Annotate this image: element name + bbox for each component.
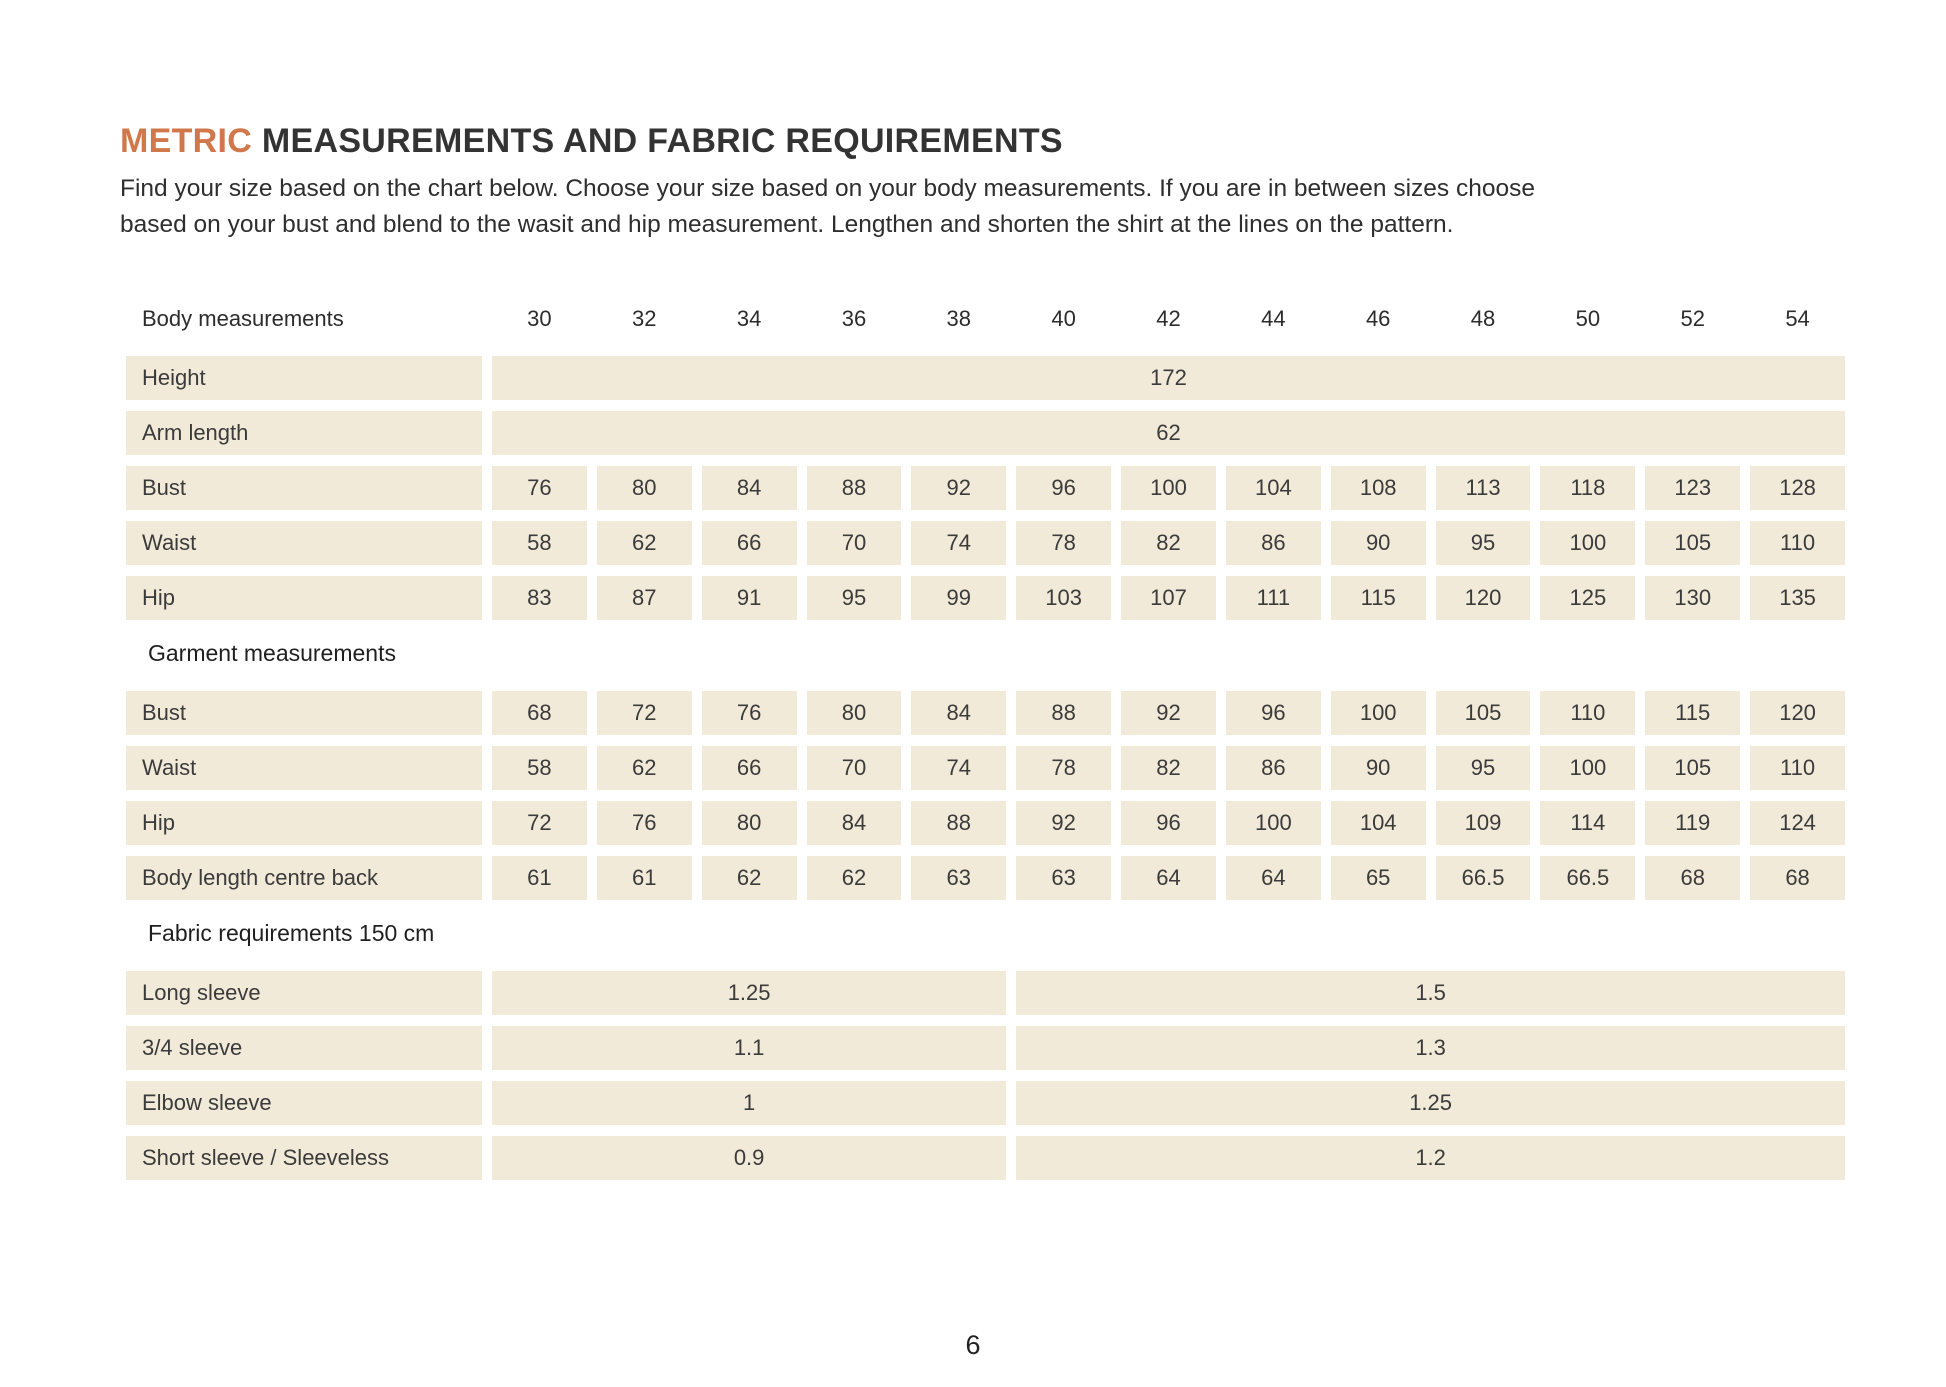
table-cell-merged: 1.3 <box>1016 1026 1845 1070</box>
page-title <box>120 122 1946 161</box>
table-cell: 92 <box>1016 801 1111 845</box>
table-cell: 80 <box>702 801 797 845</box>
table-cell: 65 <box>1331 856 1426 900</box>
table-cell: 70 <box>807 746 902 790</box>
size-column-header: 32 <box>632 306 657 331</box>
table-cell-merged: 1.2 <box>1016 1136 1845 1180</box>
table-cell: 90 <box>1331 746 1426 790</box>
table-cell-merged: 0.9 <box>492 1136 1006 1180</box>
table-cell: 62 <box>807 856 902 900</box>
table-cell: 76 <box>702 691 797 735</box>
row-label: Hip <box>126 801 482 845</box>
intro-paragraph <box>120 171 1946 243</box>
table-cell: 115 <box>1645 691 1740 735</box>
row-label: Bust <box>126 691 482 735</box>
table-cell: 66 <box>702 746 797 790</box>
size-column-header: 34 <box>736 306 762 331</box>
table-row-short-sleeve <box>126 1136 1845 1180</box>
table-cell: 105 <box>1436 691 1531 735</box>
table-cell: 64 <box>1226 856 1321 900</box>
table-cell: 66 <box>702 521 797 565</box>
page-number: 6 <box>965 1330 981 1360</box>
table-cell: 84 <box>911 691 1006 735</box>
table-cell: 100 <box>1331 691 1426 735</box>
table-cell: 95 <box>807 576 902 620</box>
table-cell-merged: 1.25 <box>492 971 1006 1015</box>
table-cell: 114 <box>1540 801 1635 845</box>
table-cell: 72 <box>492 801 587 845</box>
table-cell: 82 <box>1121 521 1216 565</box>
table-cell: 66.5 <box>1540 856 1635 900</box>
table-cell: 100 <box>1540 746 1635 790</box>
table-cell: 128 <box>1750 466 1845 510</box>
size-column-header: 44 <box>1261 306 1286 331</box>
row-label: Arm length <box>126 411 482 455</box>
size-column-header: 42 <box>1156 306 1181 331</box>
table-row-arm-length <box>126 411 1845 455</box>
table-row-elbow-sleeve <box>126 1081 1845 1125</box>
table-cell: 63 <box>911 856 1006 900</box>
table-cell: 88 <box>1016 691 1111 735</box>
table-cell: 82 <box>1121 746 1216 790</box>
table-cell: 105 <box>1645 746 1740 790</box>
row-label: Bust <box>126 466 482 510</box>
table-cell: 96 <box>1016 466 1111 510</box>
page-title-rest: MEASUREMENTS AND FABRIC REQUIREMENTS <box>252 122 1063 160</box>
table-header-label: Body measurements <box>142 306 344 331</box>
table-cell: 76 <box>492 466 587 510</box>
table-cell: 68 <box>1750 856 1845 900</box>
table-cell: 104 <box>1331 801 1426 845</box>
table-cell-merged: 1.1 <box>492 1026 1006 1070</box>
table-row-three-quarter-sleeve <box>126 1026 1845 1070</box>
table-cell: 74 <box>911 746 1006 790</box>
table-cell-merged: 1 <box>492 1081 1006 1125</box>
table-cell: 100 <box>1540 521 1635 565</box>
table-cell: 90 <box>1331 521 1426 565</box>
table-cell: 135 <box>1750 576 1845 620</box>
table-cell: 88 <box>911 801 1006 845</box>
row-label: Body length centre back <box>126 856 482 900</box>
table-cell: 58 <box>492 521 587 565</box>
table-cell: 80 <box>807 691 902 735</box>
table-cell: 92 <box>911 466 1006 510</box>
row-label: Waist <box>126 746 482 790</box>
table-cell: 104 <box>1226 466 1321 510</box>
intro-line-1: Find your size based on the chart below. Choose your size based on your body measurements. If you are in between sizes choose <box>120 175 1535 202</box>
table-cell: 91 <box>702 576 797 620</box>
table-cell: 61 <box>492 856 587 900</box>
table-cell: 111 <box>1226 576 1321 620</box>
table-cell: 87 <box>597 576 692 620</box>
section-header-fabric: Fabric requirements 150 cm <box>148 920 435 946</box>
table-cell: 110 <box>1540 691 1635 735</box>
table-cell: 62 <box>597 521 692 565</box>
table-header-row <box>126 297 1845 341</box>
table-cell: 58 <box>492 746 587 790</box>
row-label: Height <box>126 356 482 400</box>
table-cell: 105 <box>1645 521 1740 565</box>
table-row-garment-waist <box>126 746 1845 790</box>
table-row-body-hip <box>126 576 1845 620</box>
size-column-header: 50 <box>1575 306 1601 331</box>
table-cell: 78 <box>1016 746 1111 790</box>
table-cell: 84 <box>702 466 797 510</box>
table-cell: 124 <box>1750 801 1845 845</box>
table-cell: 110 <box>1750 521 1845 565</box>
table-cell: 100 <box>1226 801 1321 845</box>
table-cell: 72 <box>597 691 692 735</box>
table-cell: 70 <box>807 521 902 565</box>
table-cell: 68 <box>492 691 587 735</box>
table-cell: 92 <box>1121 691 1216 735</box>
section-header-garment: Garment measurements <box>148 640 396 666</box>
table-cell: 95 <box>1436 521 1531 565</box>
table-cell: 123 <box>1645 466 1740 510</box>
table-cell: 62 <box>702 856 797 900</box>
table-cell: 108 <box>1331 466 1426 510</box>
table-cell: 96 <box>1121 801 1216 845</box>
table-row-body-length <box>126 856 1845 900</box>
table-row-garment-bust <box>126 691 1845 735</box>
table-cell: 83 <box>492 576 587 620</box>
table-cell: 95 <box>1436 746 1531 790</box>
table-cell: 86 <box>1226 521 1321 565</box>
row-label: Long sleeve <box>126 971 482 1015</box>
table-row-long-sleeve <box>126 971 1845 1015</box>
table-cell: 61 <box>597 856 692 900</box>
table-row-body-bust <box>126 466 1845 510</box>
size-column-header: 52 <box>1680 306 1705 331</box>
size-column-header: 38 <box>946 306 972 331</box>
table-cell: 107 <box>1121 576 1216 620</box>
table-row-garment-hip <box>126 801 1845 845</box>
row-label: Elbow sleeve <box>126 1081 482 1125</box>
row-label: 3/4 sleeve <box>126 1026 482 1070</box>
table-cell: 88 <box>807 466 902 510</box>
table-cell: 63 <box>1016 856 1111 900</box>
table-cell: 110 <box>1750 746 1845 790</box>
row-label: Short sleeve / Sleeveless <box>126 1136 482 1180</box>
table-cell-merged: 1.5 <box>1016 971 1845 1015</box>
table-cell-merged: 62 <box>492 411 1845 455</box>
size-column-header: 46 <box>1365 306 1391 331</box>
row-label: Waist <box>126 521 482 565</box>
table-row-height <box>126 356 1845 400</box>
table-row-body-waist <box>126 521 1845 565</box>
table-cell: 120 <box>1750 691 1845 735</box>
intro-line-2: based on your bust and blend to the wasit and hip measurement. Lengthen and shorten the shirt at the lines on the pattern. <box>120 211 1454 238</box>
size-table <box>126 297 1845 1180</box>
table-cell: 74 <box>911 521 1006 565</box>
table-cell-merged: 1.25 <box>1016 1081 1845 1125</box>
table-cell: 125 <box>1540 576 1635 620</box>
size-column-header: 48 <box>1470 306 1496 331</box>
table-cell: 66.5 <box>1436 856 1531 900</box>
size-column-header: 40 <box>1051 306 1076 331</box>
table-cell: 130 <box>1645 576 1740 620</box>
size-column-header: 36 <box>841 306 867 331</box>
row-label: Hip <box>126 576 482 620</box>
table-cell: 80 <box>597 466 692 510</box>
size-column-header: 54 <box>1785 306 1810 331</box>
table-cell: 96 <box>1226 691 1321 735</box>
table-cell: 68 <box>1645 856 1740 900</box>
table-cell: 113 <box>1436 466 1531 510</box>
page-title-accent: METRIC <box>120 122 253 160</box>
table-cell: 120 <box>1436 576 1531 620</box>
table-cell: 86 <box>1226 746 1321 790</box>
table-cell: 109 <box>1436 801 1531 845</box>
table-cell-merged: 172 <box>492 356 1845 400</box>
table-cell: 78 <box>1016 521 1111 565</box>
table-cell: 100 <box>1121 466 1216 510</box>
table-cell: 119 <box>1645 801 1740 845</box>
table-cell: 76 <box>597 801 692 845</box>
table-cell: 64 <box>1121 856 1216 900</box>
table-cell: 115 <box>1331 576 1426 620</box>
table-cell: 62 <box>597 746 692 790</box>
size-column-header: 30 <box>527 306 552 331</box>
table-cell: 118 <box>1540 466 1635 510</box>
table-cell: 84 <box>807 801 902 845</box>
table-cell: 103 <box>1016 576 1111 620</box>
table-cell: 99 <box>911 576 1006 620</box>
